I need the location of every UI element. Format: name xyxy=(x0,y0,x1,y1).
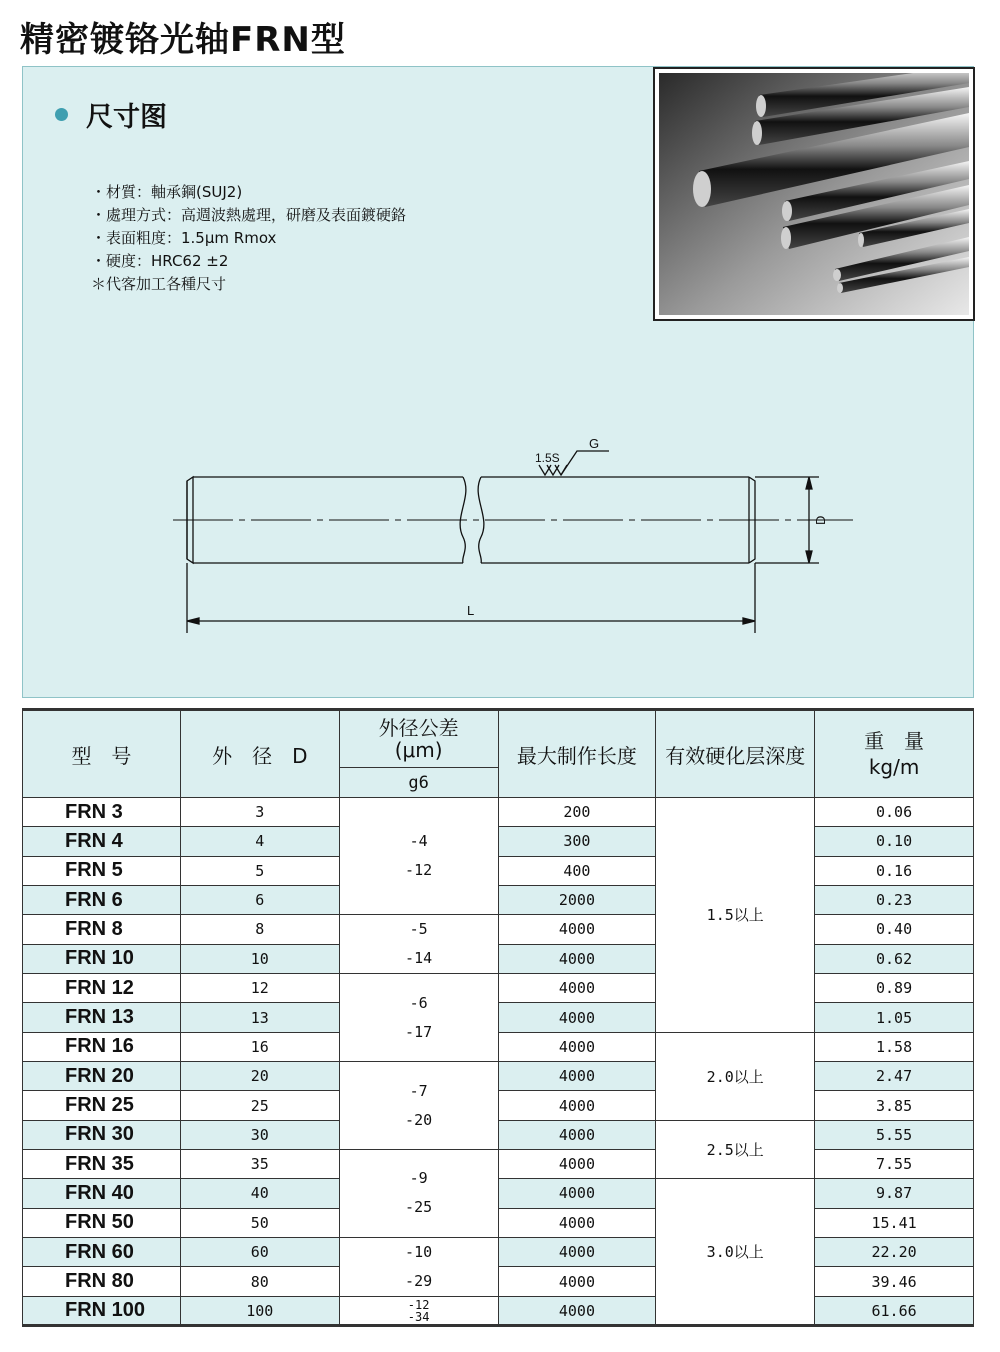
header-diameter: 外 径 D xyxy=(180,710,339,798)
tolerance-cell: -12 -34 xyxy=(339,1296,498,1325)
tolerance-cell: -5 -14 xyxy=(339,915,498,974)
table-row: FRN 80 80 4000 39.46 xyxy=(23,1267,974,1297)
length-label: L xyxy=(467,603,475,618)
shaft-dimension-drawing xyxy=(173,437,853,677)
table-row: FRN 8 8 -5 -14 4000 0.40 xyxy=(23,915,974,945)
diameter-label: D xyxy=(813,515,828,525)
table-row: FRN 35 35 -9 -25 4000 7.55 xyxy=(23,1149,974,1178)
hardening-cell: 3.0以上 xyxy=(656,1179,815,1326)
tolerance-cell: -4 -12 xyxy=(339,798,498,915)
hardening-cell: 2.5以上 xyxy=(656,1120,815,1179)
header-tolerance-grade: g6 xyxy=(339,768,498,798)
product-photo xyxy=(653,67,975,321)
tolerance-cell: -7 -20 xyxy=(339,1062,498,1150)
tolerance-cell: -10 -29 xyxy=(339,1237,498,1296)
hardening-cell: 2.0以上 xyxy=(656,1032,815,1120)
header-hardening: 有效硬化层深度 xyxy=(656,710,815,798)
table-row: FRN 13 13 4000 1.05 xyxy=(23,1003,974,1032)
spec-panel xyxy=(22,66,974,698)
tolerance-cell: -9 -25 xyxy=(339,1149,498,1237)
table-row: FRN 60 60 -10 -29 4000 22.20 xyxy=(23,1237,974,1267)
bullet-dot-icon xyxy=(55,108,68,121)
table-row: FRN 25 25 4000 3.85 xyxy=(23,1091,974,1120)
spec-custom-note: ＊代客加工各種尺寸 xyxy=(91,275,227,293)
spec-table xyxy=(22,708,974,1327)
spec-roughness: ・表面粗度：1.5μm Rmox xyxy=(91,229,277,247)
spec-list xyxy=(91,181,406,296)
header-weight: 重 量 kg/m xyxy=(815,710,974,798)
table-row: FRN 20 20 -7 -20 4000 2.47 xyxy=(23,1062,974,1091)
header-max-length: 最大制作长度 xyxy=(498,710,656,798)
table-row: FRN 3 3 -4 -12 200 1.5以上 0.06 xyxy=(23,798,974,827)
page-title: 精密镀铬光轴FRN型 xyxy=(20,20,346,60)
roughness-label: 1.5S xyxy=(535,451,560,465)
table-row: FRN 10 10 4000 0.62 xyxy=(23,944,974,974)
section-title: 尺寸图 xyxy=(86,102,167,133)
tolerance-cell: -6 -17 xyxy=(339,974,498,1062)
table-row: FRN 5 5 400 0.16 xyxy=(23,856,974,885)
table-row: FRN 30 30 4000 2.5以上 5.55 xyxy=(23,1120,974,1149)
chrome-shafts-photo-icon xyxy=(659,73,969,315)
table-row: FRN 4 4 300 0.10 xyxy=(23,827,974,856)
grade-label: G xyxy=(589,437,600,451)
header-model: 型 号 xyxy=(23,710,181,798)
table-row: FRN 40 40 4000 3.0以上 9.87 xyxy=(23,1179,974,1208)
section-header xyxy=(55,95,167,134)
table-row: FRN 100 100 -12 -34 4000 61.66 xyxy=(23,1296,974,1325)
table-row: FRN 16 16 4000 2.0以上 1.58 xyxy=(23,1032,974,1061)
header-tolerance: 外径公差 (μm) xyxy=(339,710,498,768)
spec-hardness: ・硬度：HRC62 ±2 xyxy=(91,252,229,270)
table-row: FRN 12 12 -6 -17 4000 0.89 xyxy=(23,974,974,1003)
spec-treatment: ・處理方式：高週波熱處理，研磨及表面鍍硬鉻 xyxy=(91,206,407,224)
hardening-cell: 1.5以上 xyxy=(656,798,815,1033)
spec-material: ・材質：軸承鋼(SUJ2) xyxy=(91,183,243,201)
table-row: FRN 50 50 4000 15.41 xyxy=(23,1208,974,1237)
table-row: FRN 6 6 2000 0.23 xyxy=(23,885,974,914)
